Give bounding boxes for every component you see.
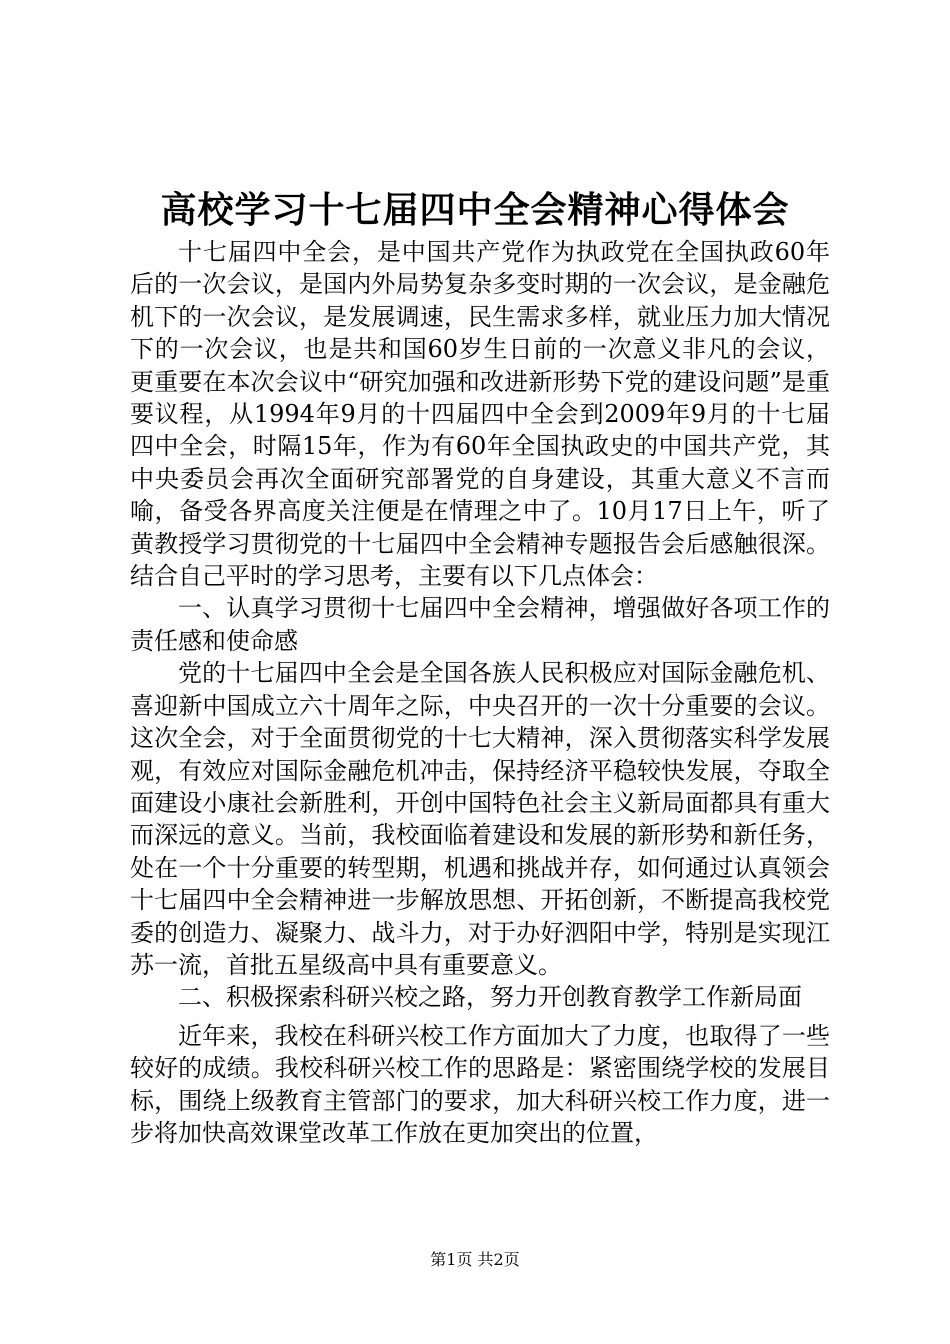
section-heading-1: 一、认真学习贯彻十七届四中全会精神，增强做好各项工作的责任感和使命感	[130, 594, 830, 655]
document-title: 高校学习十七届四中全会精神心得体会	[160, 189, 790, 231]
paragraph-intro: 十七届四中全会，是中国共产党作为执政党在全国执政60年后的一次会议，是国内外局势复杂多变时期的一次会议，是金融危机下的一次会议，是发展调速，民生需求多样，就业压力加大情况下的一次会议，也是共和国60岁生日前的一次意义非凡的会议，更重要在本次会议中“研究加强和改进新形势下党的建设问题”是重要议程，从1994年9月的十四届四中全会到2009年9月的十七届四中全会，时隔15年，作为有60年全国执政史的中国共产党，其中央委员会再次全面研究部署党的自身建设，其重大意义不言而喻，备受各界高度关注便是在情理之中了。10月17日上午，听了黄教授学习贯彻党的十七届四中全会精神专题报告会后感触很深。结合自己平时的学习思考，主要有以下几点体会：	[130, 238, 830, 591]
document-body	[130, 236, 830, 1149]
section-heading-2: 二、积极探索科研兴校之路，努力开创教育教学工作新局面	[178, 983, 802, 1012]
paragraph-section-2: 近年来，我校在科研兴校工作方面加大了力度，也取得了一些较好的成绩。我校科研兴校工作的思路是：紧密围绕学校的发展目标，围绕上级教育主管部门的要求，加大科研兴校工作力度，进一步将加快高效课堂改革工作放在更加突出的位置，	[130, 1021, 830, 1147]
paragraph-section-1: 党的十七届四中全会是全国各族人民积极应对国际金融危机、喜迎新中国成立六十周年之际，中央召开的一次十分重要的会议。这次全会，对于全面贯彻党的十七大精神，深入贯彻落实科学发展观，有效应对国际金融危机冲击，保持经济平稳较快发展，夺取全面建设小康社会新胜利，开创中国特色社会主义新局面都具有重大而深远的意义。当前，我校面临着建设和发展的新形势和新任务，处在一个十分重要的转型期，机遇和挑战并存，如何通过认真领会十七届四中全会精神进一步解放思想、开拓创新，不断提高我校党委的创造力、凝聚力、战斗力，对于办好泗阳中学，特别是实现江苏一流，首批五星级高中具有重要意义。	[130, 659, 830, 979]
page-footer: 第1页 共2页	[430, 1250, 520, 1269]
